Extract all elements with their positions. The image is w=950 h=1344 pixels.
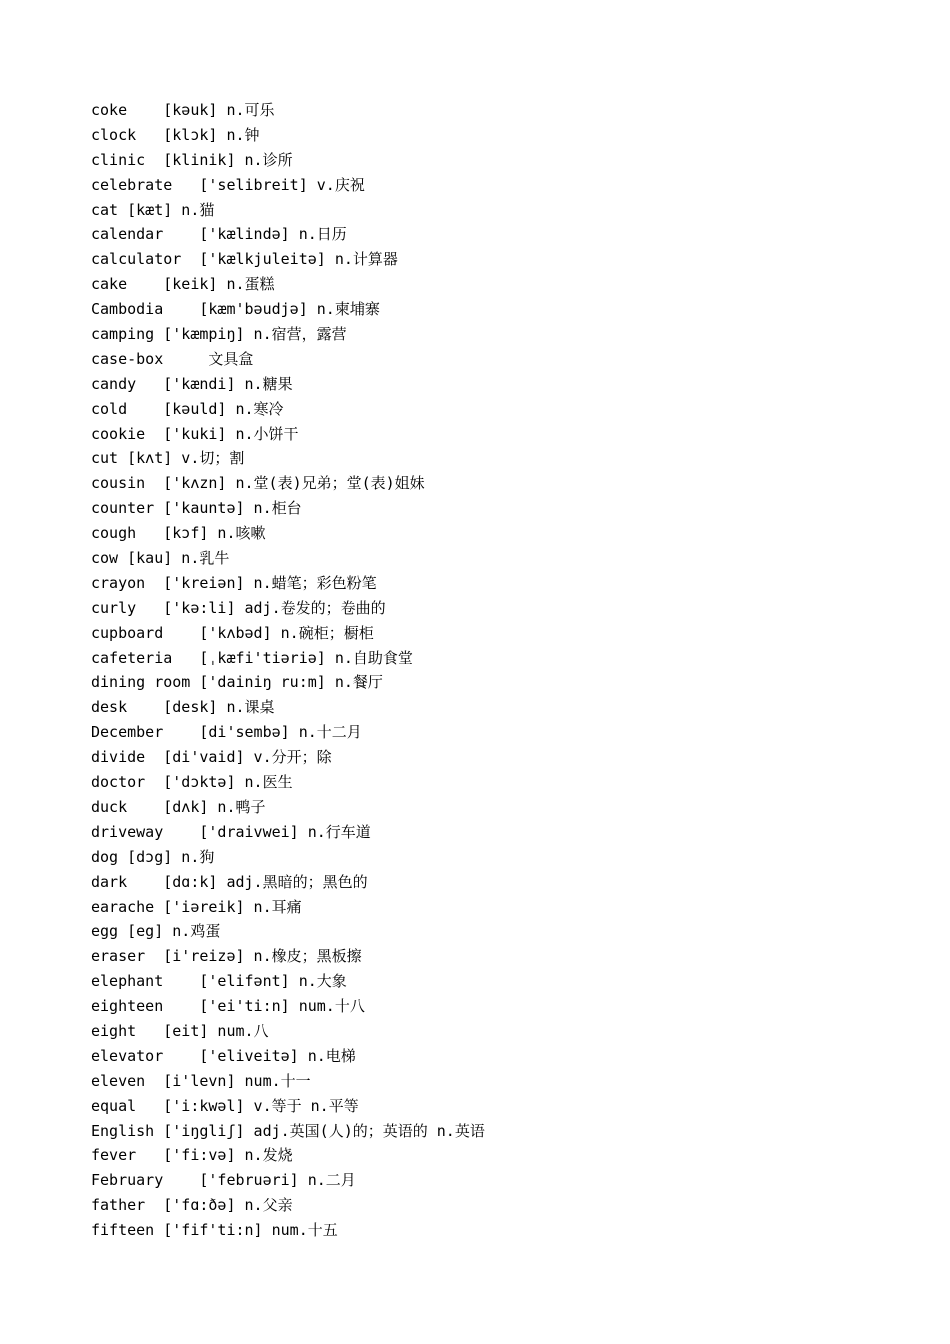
vocab-entry: cut [kʌt] v.切；割 (91, 449, 245, 468)
vocab-entry: cousin ['kʌzn] n.堂(表)兄弟；堂(表)姐妹 (91, 474, 425, 493)
vocab-entry: egg [eg] n.鸡蛋 (91, 922, 221, 941)
vocab-entry: cake [keik] n.蛋糕 (91, 275, 275, 294)
vocab-entry: Cambodia [kæm'bəudjə] n.柬埔寨 (91, 300, 380, 319)
vocab-entry: cat [kæt] n.猫 (91, 200, 215, 219)
vocab-entry: clinic [klinik] n.诊所 (91, 150, 293, 169)
vocab-entry: eraser [i'reizə] n.橡皮；黑板擦 (91, 947, 362, 966)
vocab-entry: desk [desk] n.课桌 (91, 698, 275, 717)
vocab-entry: cupboard ['kʌbəd] n.碗柜；橱柜 (91, 623, 374, 642)
vocab-entry: duck [dʌk] n.鸭子 (91, 797, 266, 816)
vocab-entry: cough [kɔf] n.咳嗽 (91, 524, 266, 543)
vocab-entry: elephant ['elifənt] n.大象 (91, 972, 347, 991)
vocab-entry: crayon ['kreiən] n.蜡笔；彩色粉笔 (91, 573, 377, 592)
vocab-entry: earache ['iəreik] n.耳痛 (91, 897, 302, 916)
vocab-entry: English ['iŋgliʃ] adj.英国(人)的；英语的 n.英语 (91, 1121, 485, 1140)
vocab-entry: dark [dɑ:k] adj.黑暗的；黑色的 (91, 872, 368, 891)
vocab-entry: equal ['i:kwəl] v.等于 n.平等 (91, 1096, 359, 1115)
vocab-entry: eighteen ['ei'ti:n] num.十八 (91, 997, 365, 1016)
vocab-entry: fever ['fi:və] n.发烧 (91, 1146, 293, 1165)
vocab-entry: eleven [i'levn] num.十一 (91, 1071, 311, 1090)
vocab-entry: celebrate ['selibreit] v.庆祝 (91, 175, 365, 194)
vocab-entry: February ['februəri] n.二月 (91, 1171, 356, 1190)
vocabulary-list (91, 98, 485, 1243)
vocab-entry: dog [dɔg] n.狗 (91, 847, 215, 866)
vocab-entry: clock [klɔk] n.钟 (91, 125, 260, 144)
vocab-entry: calculator ['kælkjuleitə] n.计算器 (91, 250, 398, 269)
vocab-entry: cow [kau] n.乳牛 (91, 549, 230, 568)
vocab-entry: elevator ['eliveitə] n.电梯 (91, 1046, 356, 1065)
vocab-entry: eight [eit] num.八 (91, 1021, 269, 1040)
vocab-entry: divide [di'vaid] v.分开；除 (91, 748, 332, 767)
vocab-entry: camping ['kæmpiŋ] n.宿营，露营 (91, 325, 347, 344)
vocab-entry: dining room ['dainiŋ ru:m] n.餐厅 (91, 673, 383, 692)
vocab-entry: driveway ['draivwei] n.行车道 (91, 822, 371, 841)
vocab-entry: cookie ['kuki] n.小饼干 (91, 424, 299, 443)
vocab-entry: counter ['kauntə] n.柜台 (91, 499, 302, 518)
vocab-entry: curly ['kə:li] adj.卷发的；卷曲的 (91, 598, 386, 617)
vocab-entry: cold [kəuld] n.寒冷 (91, 399, 284, 418)
vocab-entry: coke [kəuk] n.可乐 (91, 101, 275, 119)
vocab-entry: cafeteria [ˌkæfi'tiəriə] n.自助食堂 (91, 648, 413, 667)
vocab-entry: calendar ['kælində] n.日历 (91, 225, 347, 244)
vocab-entry: doctor ['dɔktə] n.医生 (91, 773, 293, 792)
vocab-entry: candy ['kændi] n.糖果 (91, 374, 293, 393)
vocab-entry: December [di'sembə] n.十二月 (91, 723, 362, 742)
vocab-entry: father ['fɑ:ðə] n.父亲 (91, 1196, 293, 1215)
vocab-entry: fifteen ['fif'ti:n] num.十五 (91, 1221, 338, 1240)
vocab-entry: case-box 文具盒 (91, 349, 254, 368)
